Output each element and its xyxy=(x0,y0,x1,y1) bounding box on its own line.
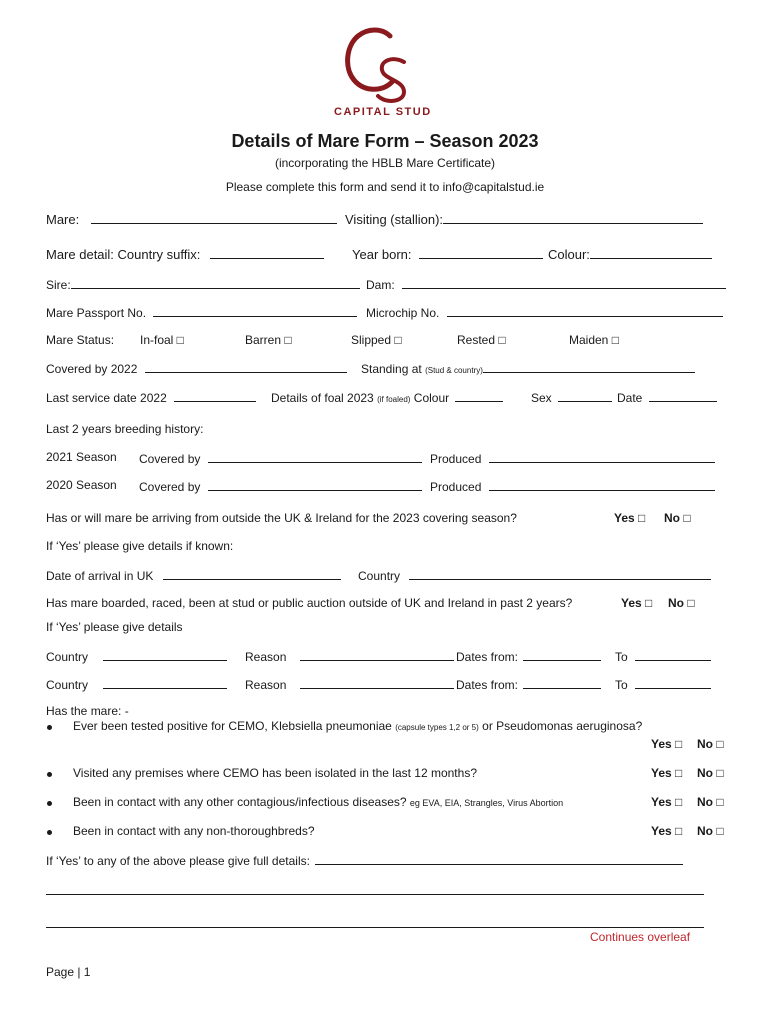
page-title: Details of Mare Form – Season 2023 xyxy=(231,131,539,151)
boarded-dates-label: Dates from: xyxy=(456,678,519,692)
boarded-reason-input-1[interactable] xyxy=(300,648,454,661)
arrival-if-yes: If ‘Yes’ please give details if known: xyxy=(46,539,234,553)
health-heading: Has the mare: - xyxy=(46,704,129,718)
dam-input[interactable] xyxy=(402,276,726,289)
standing-at-label: Standing at xyxy=(361,362,422,376)
boarded-row-2 xyxy=(46,676,227,692)
visiting-input[interactable] xyxy=(443,211,703,224)
status-option-maiden[interactable]: Maiden □ xyxy=(569,333,619,347)
boarded-country-label: Country xyxy=(46,650,89,664)
if-foaled-note: (if foaled) xyxy=(377,395,411,404)
produced-2020-input[interactable] xyxy=(489,478,715,491)
covered-by-2020-input[interactable] xyxy=(208,478,422,491)
colour-input[interactable] xyxy=(590,246,712,259)
boarded-reason-2 xyxy=(245,676,454,692)
dam-row xyxy=(366,276,726,292)
standing-at-input[interactable] xyxy=(483,360,695,373)
foal-date-input[interactable] xyxy=(649,389,717,402)
foal-sex-row xyxy=(531,389,612,405)
full-details-input[interactable] xyxy=(315,852,683,865)
history-season-2020: 2020 Season xyxy=(46,478,117,492)
health-q1-text: Ever been tested positive for CEMO, Klebsiella pneumoniae xyxy=(73,719,392,733)
history-covered-2021 xyxy=(139,450,422,466)
health-q1-text-b: or Pseudomonas aeruginosa? xyxy=(482,719,643,733)
arrival-date-label: Date of arrival in UK xyxy=(46,569,154,583)
foal-sex-input[interactable] xyxy=(558,389,612,402)
health-q3-no[interactable]: No □ xyxy=(697,795,724,809)
foal-colour-label: Colour xyxy=(413,391,450,405)
health-q2-no[interactable]: No □ xyxy=(697,766,724,780)
status-option-barren[interactable]: Barren □ xyxy=(245,333,292,347)
produced-label: Produced xyxy=(430,480,482,494)
country-suffix-input[interactable] xyxy=(210,246,324,259)
brand-text: CAPITAL STUD xyxy=(334,106,432,118)
history-produced-2021 xyxy=(430,450,715,466)
arrival-question: Has or will mare be arriving from outside the UK & Ireland for the 2023 covering season? xyxy=(46,511,517,525)
boarded-to-input-2[interactable] xyxy=(635,676,711,689)
boarded-dates-input-2[interactable] xyxy=(523,676,601,689)
visiting-label: Visiting (stallion): xyxy=(345,212,444,227)
boarded-reason-input-2[interactable] xyxy=(300,676,454,689)
dam-label: Dam: xyxy=(366,278,395,292)
health-q1-note: (capsule types 1,2 or 5) xyxy=(395,723,479,732)
page-number: Page | 1 xyxy=(46,965,91,979)
health-q4-yes[interactable]: Yes □ xyxy=(651,824,683,838)
last-service-input[interactable] xyxy=(174,389,256,402)
arrival-no[interactable]: No □ xyxy=(664,511,691,525)
sire-row xyxy=(46,276,360,292)
mare-status-label: Mare Status: xyxy=(46,333,115,347)
boarded-dates-input-1[interactable] xyxy=(523,648,601,661)
standing-at-row xyxy=(361,360,695,376)
boarded-reason-label: Reason xyxy=(245,678,287,692)
covered-by-2021-input[interactable] xyxy=(208,450,422,463)
arrival-date-input[interactable] xyxy=(163,567,341,580)
visiting-row xyxy=(345,211,703,227)
subtitle: (incorporating the HBLB Mare Certificate) xyxy=(274,156,496,170)
health-q3-text: Been in contact with any other contagious/infectious diseases? xyxy=(73,795,407,809)
year-born-input[interactable] xyxy=(419,246,543,259)
status-option-slipped[interactable]: Slipped □ xyxy=(351,333,402,347)
health-q1 xyxy=(73,719,642,733)
boarded-dates-1 xyxy=(456,648,601,664)
boarded-row-1 xyxy=(46,648,227,664)
passport-row xyxy=(46,304,357,320)
boarded-to-label: To xyxy=(615,650,628,664)
boarded-dates-2 xyxy=(456,676,601,692)
arrival-country-input[interactable] xyxy=(409,567,711,580)
microchip-label: Microchip No. xyxy=(366,306,440,320)
health-q2-yes[interactable]: Yes □ xyxy=(651,766,683,780)
colour-label: Colour: xyxy=(548,247,590,262)
health-q3-note: eg EVA, EIA, Strangles, Virus Abortion xyxy=(409,798,564,808)
covered-by-2022-input[interactable] xyxy=(145,360,347,373)
foal-details-label: Details of foal 2023 xyxy=(271,391,374,405)
full-details-row xyxy=(46,852,683,868)
foal-sex-label: Sex xyxy=(531,391,552,405)
history-heading: Last 2 years breeding history: xyxy=(46,422,204,436)
mare-detail-label: Mare detail: Country suffix: xyxy=(46,247,201,262)
arrival-yes[interactable]: Yes □ xyxy=(614,511,646,525)
boarded-question: Has mare boarded, raced, been at stud or public auction outside of UK and Ireland in past 2 years? xyxy=(46,596,573,610)
arrival-date-row xyxy=(46,567,341,583)
last-service-label: Last service date 2022 xyxy=(46,391,167,405)
boarded-to-1 xyxy=(615,648,711,664)
boarded-to-input-1[interactable] xyxy=(635,648,711,661)
last-service-row xyxy=(46,389,256,405)
covered-by-label: Covered by xyxy=(139,480,201,494)
sire-label: Sire: xyxy=(46,278,71,292)
boarded-dates-label: Dates from: xyxy=(456,650,519,664)
health-q4-no[interactable]: No □ xyxy=(697,824,724,838)
passport-input[interactable] xyxy=(153,304,357,317)
boarded-reason-1 xyxy=(245,648,454,664)
bullet-icon xyxy=(47,801,52,806)
year-born-label: Year born: xyxy=(352,247,412,262)
full-details-line-3[interactable] xyxy=(46,927,704,928)
health-q3 xyxy=(73,795,563,809)
covered-by-label: Covered by xyxy=(139,452,201,466)
produced-2021-input[interactable] xyxy=(489,450,715,463)
produced-label: Produced xyxy=(430,452,482,466)
colour-row xyxy=(548,246,712,262)
bullet-icon xyxy=(47,725,52,730)
cs-monogram-icon xyxy=(330,22,426,104)
status-option-rested[interactable]: Rested □ xyxy=(457,333,506,347)
boarded-no[interactable]: No □ xyxy=(668,596,695,610)
instruction: Please complete this form and send it to info@capitalstud.ie xyxy=(225,180,545,194)
history-produced-2020 xyxy=(430,478,715,494)
foal-date-row xyxy=(617,389,717,405)
arrival-country-row xyxy=(358,567,711,583)
microchip-input[interactable] xyxy=(447,304,723,317)
boarded-country-input-2[interactable] xyxy=(103,676,227,689)
year-born-row xyxy=(352,246,543,262)
arrival-country-label: Country xyxy=(358,569,401,583)
continues-overleaf: Continues overleaf xyxy=(590,930,691,944)
health-q4: Been in contact with any non-thoroughbreds? xyxy=(73,824,315,838)
history-season-2021: 2021 Season xyxy=(46,450,117,464)
health-q3-yes[interactable]: Yes □ xyxy=(651,795,683,809)
boarded-country-label: Country xyxy=(46,678,89,692)
foal-details-row xyxy=(271,389,503,405)
boarded-if-yes: If ‘Yes’ please give details xyxy=(46,620,183,634)
boarded-country-input-1[interactable] xyxy=(103,648,227,661)
covered-by-2022-row xyxy=(46,360,347,376)
mare-label: Mare: xyxy=(46,212,80,227)
sire-input[interactable] xyxy=(71,276,360,289)
health-q1-yes[interactable]: Yes □ xyxy=(651,737,683,751)
mare-detail-row xyxy=(46,246,324,262)
passport-label: Mare Passport No. xyxy=(46,306,147,320)
boarded-reason-label: Reason xyxy=(245,650,287,664)
boarded-yes[interactable]: Yes □ xyxy=(621,596,653,610)
boarded-to-2 xyxy=(615,676,711,692)
covered-by-2022-label: Covered by 2022 xyxy=(46,362,138,376)
full-details-line-2[interactable] xyxy=(46,894,704,895)
history-covered-2020 xyxy=(139,478,422,494)
bullet-icon xyxy=(47,830,52,835)
mare-row xyxy=(46,211,337,227)
health-q2: Visited any premises where CEMO has been isolated in the last 12 months? xyxy=(73,766,477,780)
full-details-label: If ‘Yes’ to any of the above please give full details: xyxy=(46,854,310,868)
foal-colour-input[interactable] xyxy=(455,389,503,402)
standing-at-note: (Stud & country) xyxy=(425,366,483,375)
health-q1-no[interactable]: No □ xyxy=(697,737,724,751)
bullet-icon xyxy=(47,772,52,777)
microchip-row xyxy=(366,304,723,320)
foal-date-label: Date xyxy=(617,391,643,405)
boarded-to-label: To xyxy=(615,678,628,692)
status-option-in-foal[interactable]: In-foal □ xyxy=(140,333,184,347)
mare-input[interactable] xyxy=(91,211,337,224)
